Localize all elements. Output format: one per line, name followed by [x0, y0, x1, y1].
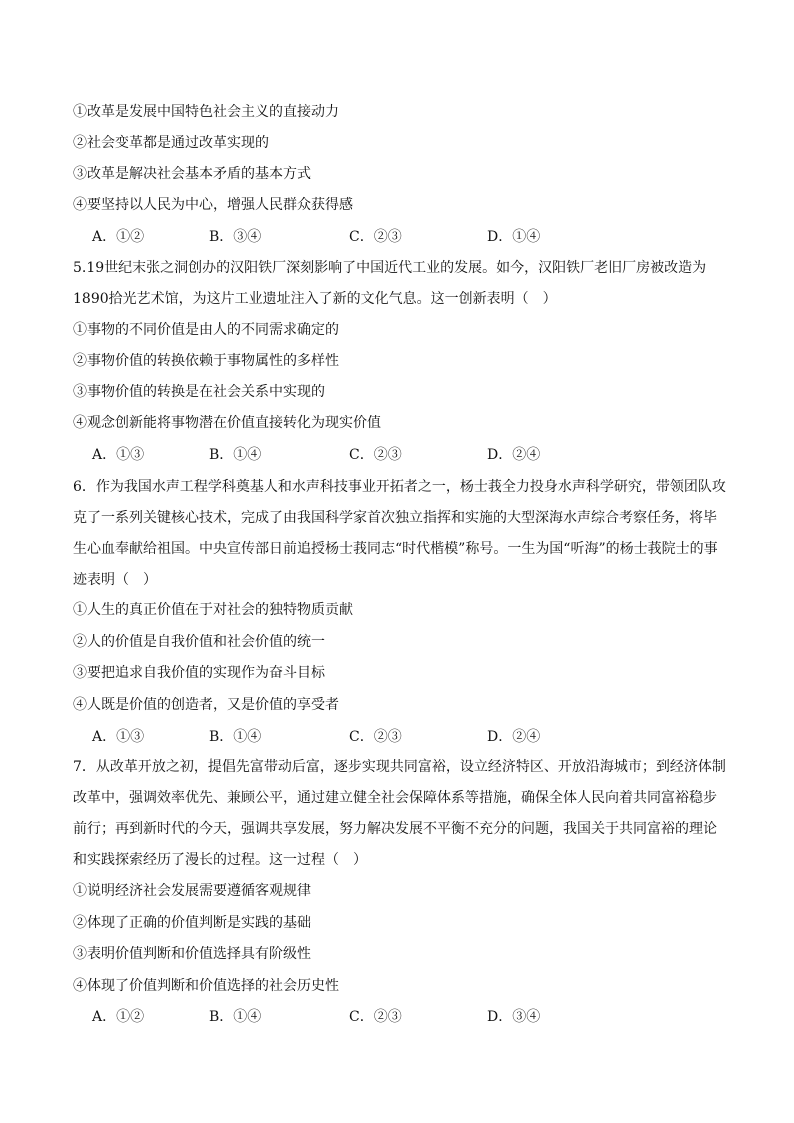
q6-option-2: ②人的价值是自我价值和社会价值的统一 — [73, 634, 325, 650]
q6-choices — [92, 727, 692, 747]
q7-option-1: ①说明经济社会发展需要遵循客观规律 — [73, 883, 311, 899]
q6-option-1: ①人生的真正价值在于对社会的独特物质贡献 — [73, 602, 353, 618]
q5-choice-d[interactable]: D．②④ — [487, 447, 541, 463]
q4-choice-d[interactable]: D．①④ — [487, 229, 541, 245]
q7-choice-b[interactable]: B．①④ — [209, 1009, 262, 1025]
q4-choice-b[interactable]: B．③④ — [209, 229, 262, 245]
q5-option-3: ③事物价值的转换是在社会关系中实现的 — [73, 384, 325, 400]
q4-choice-c[interactable]: C．②③ — [349, 229, 402, 245]
q7-choice-a[interactable]: A．①② — [92, 1009, 145, 1025]
q5-choice-a[interactable]: A．①③ — [92, 447, 145, 463]
q7-option-3: ③表明价值判断和价值选择具有阶级性 — [73, 946, 311, 962]
q4-choice-a[interactable]: A．①② — [92, 229, 145, 245]
q6-choice-d[interactable]: D．②④ — [487, 729, 541, 745]
q6-stem: 6．作为我国水声工程学科奠基人和水声科技事业开拓者之一，杨士莪全力投身水声科学研究，带领团队攻克了一系列关键核心技术，完成了由我国科学家首次独立指挥和实施的大型深海水声综合考察任务，将毕生心血奉献给祖国。中央宣传部日前追授杨士莪同志“时代楷模”称号。一生为国“听海”的杨士莪院士的事迹表明（ ） — [73, 479, 726, 588]
q6-choice-c[interactable]: C．②③ — [349, 729, 402, 745]
q5-stem: 5.19世纪末张之洞创办的汉阳铁厂深刻影响了中国近代工业的发展。如今，汉阳铁厂老旧厂房被改造为1890拾光艺术馆，为这片工业遗址注入了新的文化气息。这一创新表明（ ） — [73, 260, 707, 307]
q7-option-2: ②体现了正确的价值判断是实践的基础 — [73, 915, 311, 931]
q5-option-2: ②事物价值的转换依赖于事物属性的多样性 — [73, 353, 339, 369]
q7-choice-c[interactable]: C．②③ — [349, 1009, 402, 1025]
q4-option-3: ③改革是解决社会基本矛盾的基本方式 — [73, 166, 311, 182]
q4-option-4: ④要坚持以人民为中心，增强人民群众获得感 — [73, 197, 353, 213]
q7-option-4: ④体现了价值判断和价值选择的社会历史性 — [73, 978, 339, 994]
q7-stem: 7．从改革开放之初，提倡先富带动后富，逐步实现共同富裕，设立经济特区、开放沿海城市；到经济体制改革中，强调效率优先、兼顾公平，通过建立健全社会保障体系等措施，确保全体人民向着共同富裕稳步前行；再到新时代的今天，强调共享发展，努力解决发展不平衡不充分的问题，我国关于共同富裕的理论和实践探索经历了漫长的过程。这一过程（ ） — [73, 759, 726, 868]
q6-choice-a[interactable]: A．①③ — [92, 729, 145, 745]
q7-choice-d[interactable]: D．③④ — [487, 1009, 541, 1025]
q6-option-3: ③要把追求自我价值的实现作为奋斗目标 — [73, 665, 325, 681]
q7-choices — [92, 1007, 692, 1027]
q5-choices — [92, 445, 692, 465]
q6-choice-b[interactable]: B．①④ — [209, 729, 262, 745]
q4-option-2: ②社会变革都是通过改革实现的 — [73, 135, 269, 151]
q4-option-1: ①改革是发展中国特色社会主义的直接动力 — [73, 104, 339, 120]
q5-option-4: ④观念创新能将事物潜在价值直接转化为现实价值 — [73, 415, 381, 431]
q6-option-4: ④人既是价值的创造者，又是价值的享受者 — [73, 697, 339, 713]
q5-choice-b[interactable]: B．①④ — [209, 447, 262, 463]
q5-option-1: ①事物的不同价值是由人的不同需求确定的 — [73, 322, 339, 338]
q4-choices — [92, 227, 692, 247]
q5-choice-c[interactable]: C．②③ — [349, 447, 402, 463]
